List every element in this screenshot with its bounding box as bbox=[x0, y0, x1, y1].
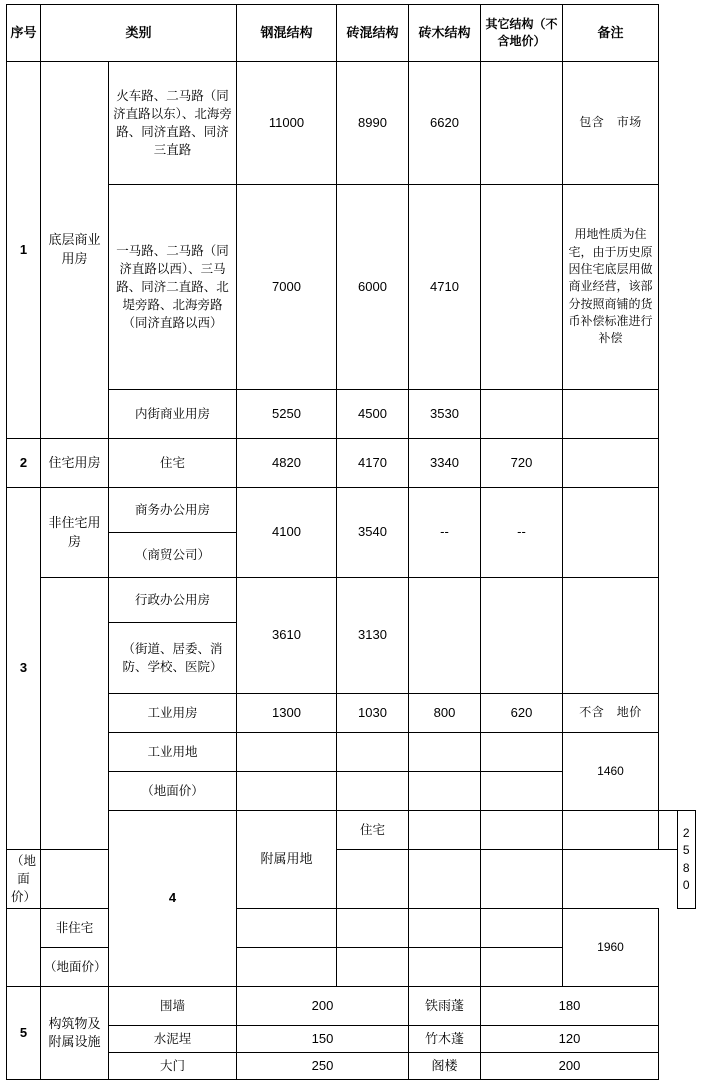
cell-brick-concrete bbox=[337, 850, 409, 909]
row-subcategory-bottom: （地面价） bbox=[7, 850, 41, 909]
structure-name-right: 铁雨蓬 bbox=[409, 987, 481, 1026]
cell-concrete: 4100 bbox=[237, 488, 337, 578]
cell-brick-wood bbox=[409, 948, 481, 987]
structure-name-right: 竹木蓬 bbox=[409, 1026, 481, 1053]
table-row bbox=[7, 185, 696, 390]
cell-brick-wood: 3530 bbox=[409, 390, 481, 439]
header-brick-wood: 砖木结构 bbox=[409, 5, 481, 62]
cell-remark bbox=[563, 439, 659, 488]
row-subcategory: 住宅 bbox=[109, 439, 237, 488]
cell-brick-wood: 4710 bbox=[409, 185, 481, 390]
cell-concrete: 4820 bbox=[237, 439, 337, 488]
row-subcategory-bottom: （商贸公司） bbox=[109, 533, 237, 578]
row-subcategory-bottom: （街道、居委、消防、学校、医院） bbox=[109, 623, 237, 694]
table-row bbox=[7, 1053, 696, 1080]
cell-concrete: 11000 bbox=[237, 62, 337, 185]
header-brick-concrete: 砖混结构 bbox=[337, 5, 409, 62]
header-remark: 备注 bbox=[563, 5, 659, 62]
row-subcategory-top: 工业用地 bbox=[109, 733, 237, 772]
table-row bbox=[7, 694, 696, 733]
header-other: 其它结构（不含地价） bbox=[481, 5, 563, 62]
cell-brick-wood bbox=[563, 811, 659, 850]
cell-brick-wood bbox=[409, 578, 481, 694]
row-index: 3 bbox=[7, 488, 41, 850]
cell-brick-wood: 6620 bbox=[409, 62, 481, 185]
cell-concrete bbox=[41, 850, 109, 909]
structure-value-right: 180 bbox=[481, 987, 659, 1026]
cell-other bbox=[481, 185, 563, 390]
row-subcategory: 内街商业用房 bbox=[109, 390, 237, 439]
row-category: 构筑物及附属设施 bbox=[41, 987, 109, 1080]
cell-brick-concrete: 4170 bbox=[337, 439, 409, 488]
row-subcategory: 一马路、二马路（同济直路以西）、三马路、同济二直路、北堤旁路、北海旁路（同济直路以西） bbox=[109, 185, 237, 390]
structure-value-right: 200 bbox=[481, 1053, 659, 1080]
table-row bbox=[7, 578, 696, 623]
table-row bbox=[7, 62, 696, 185]
row-category: 底层商业用房 bbox=[41, 62, 109, 439]
cell-brick-concrete: 1030 bbox=[337, 694, 409, 733]
cell-other bbox=[481, 772, 563, 811]
row-subcategory-bottom: （地面价） bbox=[109, 772, 237, 811]
table-row bbox=[7, 811, 696, 850]
row-subcategory-top: 行政办公用房 bbox=[109, 578, 237, 623]
row-category: 非住宅用房 bbox=[41, 488, 109, 578]
row-subcategory-top: 非住宅 bbox=[41, 909, 109, 948]
row-category bbox=[41, 578, 109, 850]
cell-other bbox=[481, 909, 563, 948]
header-concrete: 钢混结构 bbox=[237, 5, 337, 62]
row-index: 5 bbox=[7, 987, 41, 1080]
cell-other bbox=[659, 811, 677, 850]
row-subcategory: 工业用房 bbox=[109, 694, 237, 733]
table-row bbox=[7, 488, 696, 533]
cell-other bbox=[481, 850, 563, 909]
cell-concrete bbox=[237, 909, 337, 948]
structure-value-right: 120 bbox=[481, 1026, 659, 1053]
table-row bbox=[7, 733, 696, 772]
structure-name-left: 水泥埕 bbox=[109, 1026, 237, 1053]
header-index: 序号 bbox=[7, 5, 41, 62]
row-index: 4 bbox=[109, 811, 237, 987]
header-category: 类别 bbox=[41, 5, 237, 62]
cell-concrete bbox=[237, 772, 337, 811]
cell-brick-wood: -- bbox=[409, 488, 481, 578]
cell-concrete: 3610 bbox=[237, 578, 337, 694]
cell-concrete bbox=[237, 948, 337, 987]
cell-other bbox=[481, 390, 563, 439]
cell-brick-wood bbox=[409, 909, 481, 948]
cell-brick-concrete bbox=[337, 733, 409, 772]
row-category bbox=[7, 909, 41, 987]
cell-concrete: 1300 bbox=[237, 694, 337, 733]
cell-concrete bbox=[409, 811, 481, 850]
cell-brick-wood bbox=[409, 850, 481, 909]
cell-concrete: 7000 bbox=[237, 185, 337, 390]
table-row bbox=[7, 439, 696, 488]
row-subcategory-bottom: （地面价） bbox=[41, 948, 109, 987]
structure-name-right: 阁楼 bbox=[409, 1053, 481, 1080]
cell-remark: 用地性质为住宅，由于历史原因住宅底层用做商业经营，该部分按照商铺的货币补偿标准进行补偿 bbox=[563, 185, 659, 390]
cell-concrete bbox=[237, 733, 337, 772]
cell-brick-concrete bbox=[337, 909, 409, 948]
cell-remark: 1460 bbox=[563, 733, 659, 811]
cell-other bbox=[481, 733, 563, 772]
cell-brick-concrete: 6000 bbox=[337, 185, 409, 390]
cell-brick-wood bbox=[409, 772, 481, 811]
cell-brick-concrete: 8990 bbox=[337, 62, 409, 185]
row-subcategory-top: 商务办公用房 bbox=[109, 488, 237, 533]
table-row bbox=[7, 390, 696, 439]
cell-brick-wood: 3340 bbox=[409, 439, 481, 488]
cell-other: 620 bbox=[481, 694, 563, 733]
cell-other: 720 bbox=[481, 439, 563, 488]
cell-brick-concrete bbox=[337, 772, 409, 811]
cell-remark bbox=[563, 390, 659, 439]
cell-other bbox=[481, 948, 563, 987]
cell-remark bbox=[563, 488, 659, 578]
cell-brick-concrete: 3540 bbox=[337, 488, 409, 578]
cell-remark: 2580 bbox=[677, 811, 696, 909]
cell-brick-concrete: 4500 bbox=[337, 390, 409, 439]
row-category: 附属用地 bbox=[237, 811, 337, 909]
table-header-row bbox=[7, 5, 696, 62]
table-row bbox=[7, 987, 696, 1026]
row-subcategory-top: 住宅 bbox=[337, 811, 409, 850]
table-row bbox=[7, 1026, 696, 1053]
structure-name-left: 大门 bbox=[109, 1053, 237, 1080]
cell-other bbox=[481, 62, 563, 185]
structure-value-left: 200 bbox=[237, 987, 409, 1026]
cell-concrete: 5250 bbox=[237, 390, 337, 439]
cell-remark: 1960 bbox=[563, 909, 659, 987]
row-index: 1 bbox=[7, 62, 41, 439]
cell-other bbox=[481, 578, 563, 694]
structure-value-left: 250 bbox=[237, 1053, 409, 1080]
compensation-standards-table bbox=[6, 4, 696, 1080]
row-subcategory: 火车路、二马路（同济直路以东）、北海旁路、同济直路、同济三直路 bbox=[109, 62, 237, 185]
cell-brick-wood bbox=[409, 733, 481, 772]
cell-other: -- bbox=[481, 488, 563, 578]
row-index: 2 bbox=[7, 439, 41, 488]
cell-remark: 包含 市场 bbox=[563, 62, 659, 185]
cell-brick-concrete bbox=[337, 948, 409, 987]
cell-remark: 不含 地价 bbox=[563, 694, 659, 733]
document-page bbox=[0, 4, 701, 1074]
row-category: 住宅用房 bbox=[41, 439, 109, 488]
structure-value-left: 150 bbox=[237, 1026, 409, 1053]
cell-brick-concrete: 3130 bbox=[337, 578, 409, 694]
cell-remark bbox=[563, 578, 659, 694]
structure-name-left: 围墙 bbox=[109, 987, 237, 1026]
cell-brick-concrete bbox=[481, 811, 563, 850]
cell-brick-wood: 800 bbox=[409, 694, 481, 733]
